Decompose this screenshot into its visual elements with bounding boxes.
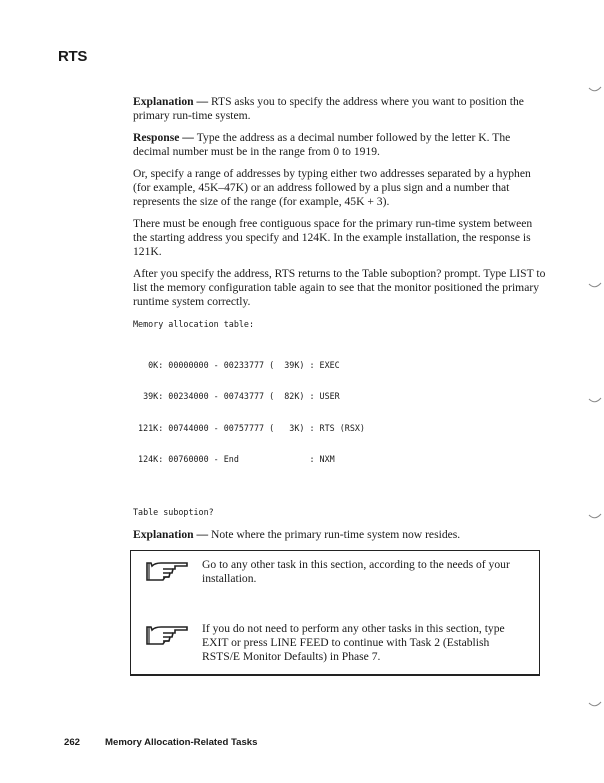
page-footer bbox=[64, 737, 257, 748]
terminal-prompt: Table suboption? bbox=[133, 507, 214, 518]
pointing-hand-icon bbox=[145, 560, 189, 582]
scan-mark-icon bbox=[588, 513, 602, 521]
table-row: 39K: 00234000 - 00743777 ( 82K) : USER bbox=[133, 391, 340, 402]
notes-box bbox=[130, 550, 540, 676]
pointing-hand-icon bbox=[145, 624, 189, 646]
scan-mark-icon bbox=[588, 701, 602, 709]
scan-mark-icon bbox=[588, 86, 602, 94]
list-paragraph: After you specify the address, RTS returns to the Table suboption? prompt. Type LIST to list the memory configuration table again to see that the monitor positioned the primary runtime system correctly. bbox=[133, 267, 546, 308]
paragraph-lead: Explanation — bbox=[133, 95, 211, 108]
scan-mark-icon bbox=[588, 282, 602, 290]
terminal-table-title: Memory allocation table: bbox=[133, 319, 255, 329]
body-text bbox=[133, 95, 547, 542]
scan-mark-icon bbox=[588, 397, 602, 405]
paragraph-lead: Explanation — bbox=[133, 527, 211, 541]
note-item bbox=[131, 558, 529, 586]
note-item bbox=[131, 622, 529, 664]
table-row: 124K: 00760000 - End : NXM bbox=[133, 453, 335, 464]
paragraph-text: Type the address as a decimal number followed by the letter K. The decimal number must be in the range from 0 to 1919. bbox=[133, 131, 511, 158]
explanation-paragraph bbox=[133, 95, 547, 123]
explanation-paragraph-2 bbox=[133, 528, 547, 542]
memory-allocation-table bbox=[133, 339, 547, 485]
response-paragraph bbox=[133, 131, 547, 159]
content-column bbox=[133, 95, 547, 676]
table-row: 121K: 00744000 - 00757777 ( 3K) : RTS (RSX) bbox=[133, 422, 365, 433]
space-paragraph: There must be enough free contiguous space for the primary run-time system between the starting address you specify and 124K. In the example installation, the response is 121K. bbox=[133, 217, 533, 258]
note-text: Go to any other task in this section, according to the needs of your installation. bbox=[202, 557, 510, 585]
chapter-title: Memory Allocation-Related Tasks bbox=[105, 737, 258, 748]
range-paragraph: Or, specify a range of addresses by typing either two addresses separated by a hyphen (for example, 45K–47K) or an address followed by a plus sign and a number that represents the size of the range (for example, 45K + 3). bbox=[133, 167, 531, 208]
section-header: RTS bbox=[58, 48, 88, 65]
table-row: 0K: 00000000 - 00233777 ( 39K) : EXEC bbox=[133, 360, 340, 371]
paragraph-text: RTS asks you to specify the address where you want to position the primary run-time system. bbox=[133, 95, 524, 122]
note-text: If you do not need to perform any other tasks in this section, type EXIT or press LINE FEED to continue with Task 2 (Establish RSTS/E Monitor Defaults) in Phase 7. bbox=[202, 621, 505, 663]
page-number: 262 bbox=[64, 737, 81, 748]
paragraph-text: Note where the primary run-time system now resides. bbox=[210, 527, 461, 541]
paragraph-lead: Response — bbox=[133, 131, 197, 144]
